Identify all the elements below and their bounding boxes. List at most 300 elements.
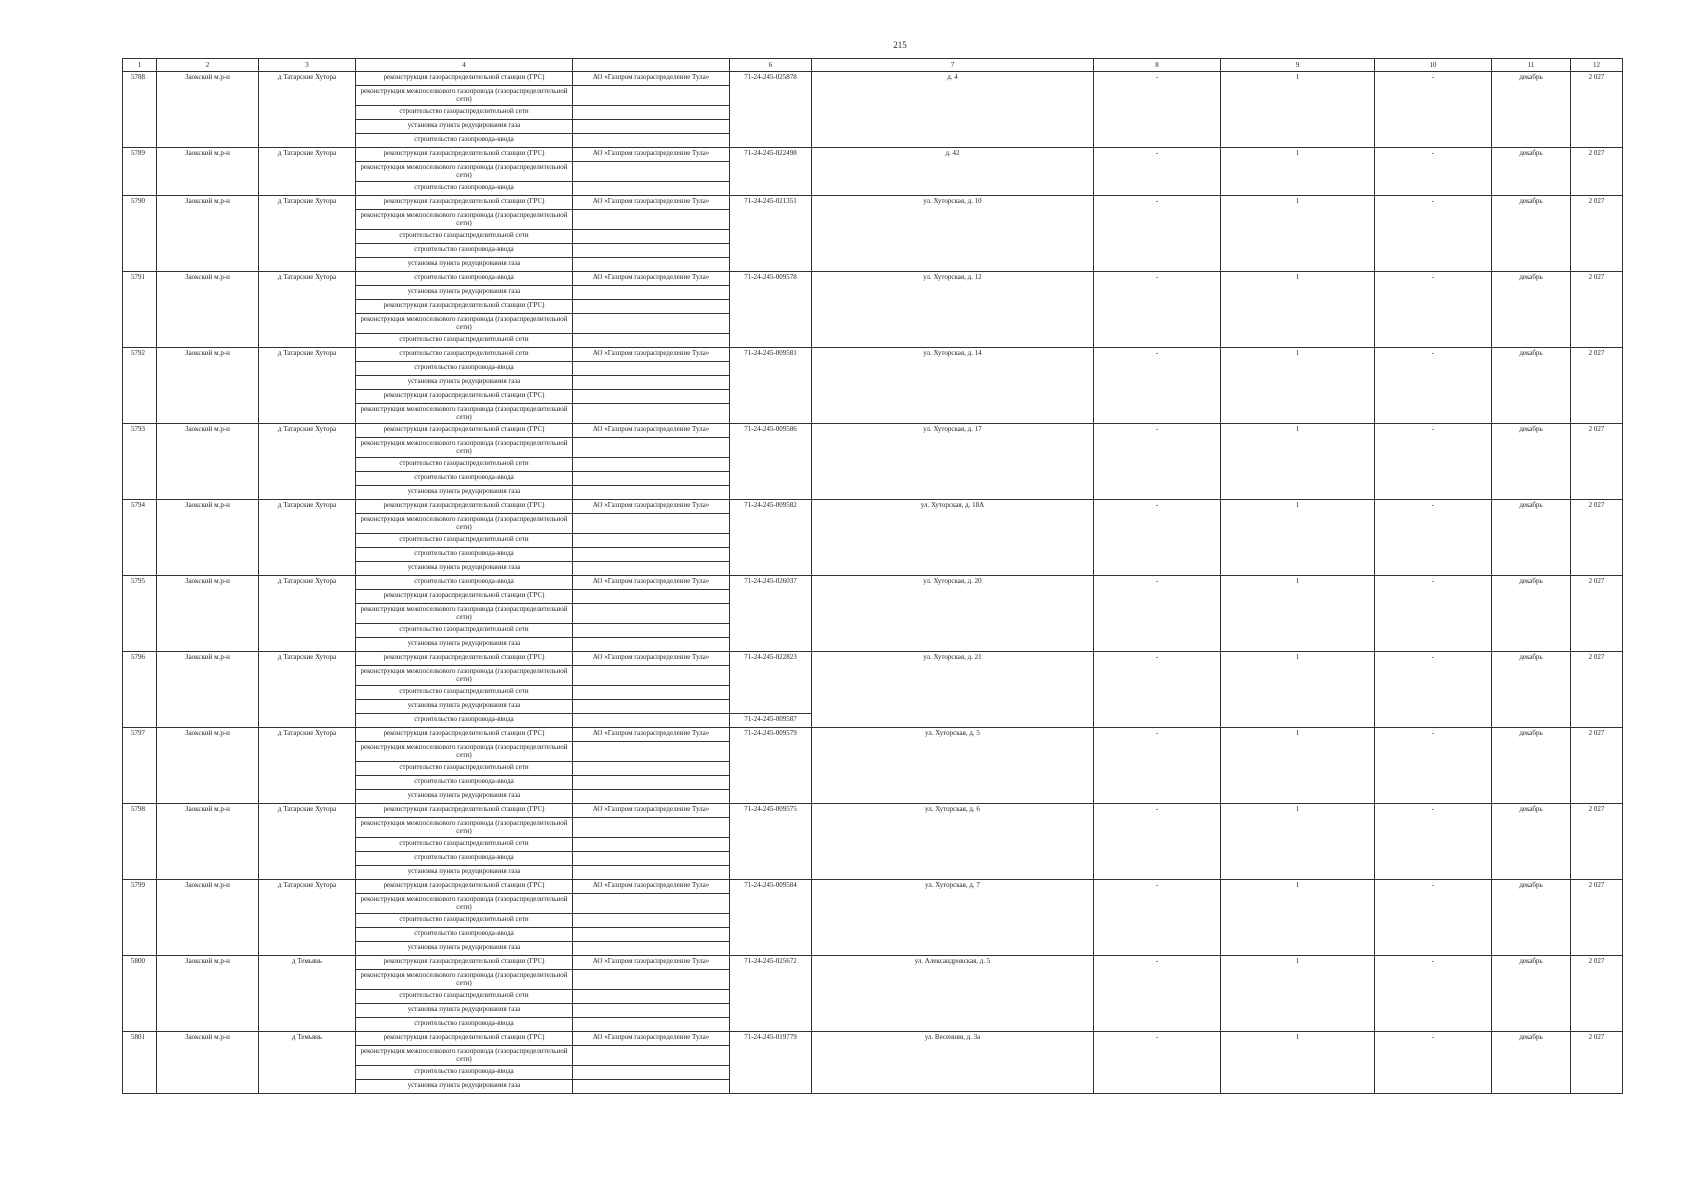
work-item-cell: реконструкция газораспределительной станции (ГРС) bbox=[356, 956, 573, 970]
page-number: 215 bbox=[893, 40, 907, 50]
organization-cell bbox=[573, 458, 730, 472]
object-code-cell: 71-24-245-009578 bbox=[730, 272, 812, 348]
organization-cell bbox=[573, 182, 730, 196]
organization-cell bbox=[573, 230, 730, 244]
column-number: 4 bbox=[356, 59, 573, 72]
table-row bbox=[123, 500, 1623, 514]
column-8-cell: - bbox=[1094, 728, 1221, 804]
organization-cell: АО «Газпром газораспределение Тула» bbox=[573, 652, 730, 666]
district-cell: Заокский м.р-н bbox=[157, 72, 259, 148]
organization-cell bbox=[573, 624, 730, 638]
column-8-cell: - bbox=[1094, 72, 1221, 148]
row-number: 5788 bbox=[123, 72, 157, 148]
organization-cell: АО «Газпром газораспределение Тула» bbox=[573, 1032, 730, 1046]
organization-cell bbox=[573, 790, 730, 804]
year-cell: 2 027 bbox=[1571, 956, 1623, 1032]
column-number: 12 bbox=[1571, 59, 1623, 72]
work-item-cell: реконструкция газораспределительной станции (ГРС) bbox=[356, 424, 573, 438]
column-8-cell: - bbox=[1094, 424, 1221, 500]
organization-cell bbox=[573, 1066, 730, 1080]
work-item-cell: строительство газораспределительной сети bbox=[356, 334, 573, 348]
year-cell: 2 027 bbox=[1571, 880, 1623, 956]
work-item-cell: установка пункта редуцирования газа bbox=[356, 376, 573, 390]
row-number: 5796 bbox=[123, 652, 157, 728]
work-item-cell: строительство газопровода-ввода bbox=[356, 714, 573, 728]
month-cell: декабрь bbox=[1492, 652, 1571, 728]
organization-cell bbox=[573, 334, 730, 348]
work-item-cell: установка пункта редуцирования газа bbox=[356, 790, 573, 804]
organization-cell: АО «Газпром газораспределение Тула» bbox=[573, 196, 730, 210]
column-10-cell: - bbox=[1375, 348, 1492, 424]
district-cell: Заокский м.р-н bbox=[157, 500, 259, 576]
column-9-cell: 1 bbox=[1221, 72, 1375, 148]
work-item-cell: строительство газопровода-ввода bbox=[356, 362, 573, 376]
column-8-cell: - bbox=[1094, 500, 1221, 576]
address-cell: ул. Хуторская, д. 17 bbox=[812, 424, 1094, 500]
work-item-cell: реконструкция межпоселкового газопровода (газораспределительной сети) bbox=[356, 666, 573, 686]
year-cell: 2 027 bbox=[1571, 196, 1623, 272]
month-cell: декабрь bbox=[1492, 576, 1571, 652]
column-10-cell: - bbox=[1375, 148, 1492, 196]
organization-cell bbox=[573, 404, 730, 424]
organization-cell bbox=[573, 666, 730, 686]
row-number: 5794 bbox=[123, 500, 157, 576]
district-cell: Заокский м.р-н bbox=[157, 728, 259, 804]
object-code-cell: 71-24-245-009582 bbox=[730, 500, 812, 576]
organization-cell bbox=[573, 286, 730, 300]
row-number: 5792 bbox=[123, 348, 157, 424]
column-10-cell: - bbox=[1375, 72, 1492, 148]
work-item-cell: реконструкция межпоселкового газопровода (газораспределительной сети) bbox=[356, 604, 573, 624]
register-body bbox=[123, 72, 1623, 1094]
column-number-row bbox=[123, 59, 1623, 72]
year-cell: 2 027 bbox=[1571, 728, 1623, 804]
work-item-cell: строительство газопровода-ввода bbox=[356, 1066, 573, 1080]
year-cell: 2 027 bbox=[1571, 148, 1623, 196]
column-10-cell: - bbox=[1375, 272, 1492, 348]
work-item-cell: реконструкция межпоселкового газопровода (газораспределительной сети) bbox=[356, 742, 573, 762]
organization-cell bbox=[573, 210, 730, 230]
column-9-cell: 1 bbox=[1221, 500, 1375, 576]
work-item-cell: строительство газораспределительной сети bbox=[356, 348, 573, 362]
table-row bbox=[123, 272, 1623, 286]
address-cell: ул. Хуторская, д. 18А bbox=[812, 500, 1094, 576]
column-10-cell: - bbox=[1375, 424, 1492, 500]
locality-cell: д Темьянь bbox=[259, 1032, 356, 1094]
organization-cell bbox=[573, 472, 730, 486]
address-cell: ул. Хуторская, д. 7 bbox=[812, 880, 1094, 956]
work-item-cell: строительство газораспределительной сети bbox=[356, 230, 573, 244]
work-item-cell: реконструкция межпоселкового газопровода (газораспределительной сети) bbox=[356, 970, 573, 990]
column-9-cell: 1 bbox=[1221, 728, 1375, 804]
locality-cell: д Татарские Хутора bbox=[259, 728, 356, 804]
work-item-cell: реконструкция межпоселкового газопровода (газораспределительной сети) bbox=[356, 1046, 573, 1066]
row-number: 5790 bbox=[123, 196, 157, 272]
organization-cell bbox=[573, 162, 730, 182]
organization-cell bbox=[573, 106, 730, 120]
row-number: 5795 bbox=[123, 576, 157, 652]
work-item-cell: строительство газораспределительной сети bbox=[356, 624, 573, 638]
organization-cell bbox=[573, 258, 730, 272]
organization-cell: АО «Газпром газораспределение Тула» bbox=[573, 272, 730, 286]
table-row bbox=[123, 72, 1623, 86]
organization-cell: АО «Газпром газораспределение Тула» bbox=[573, 880, 730, 894]
object-code-cell: 71-24-245-021351 bbox=[730, 196, 812, 272]
work-item-cell: реконструкция газораспределительной станции (ГРС) bbox=[356, 1032, 573, 1046]
column-10-cell: - bbox=[1375, 804, 1492, 880]
district-cell: Заокский м.р-н bbox=[157, 956, 259, 1032]
district-cell: Заокский м.р-н bbox=[157, 576, 259, 652]
organization-cell: АО «Газпром газораспределение Тула» bbox=[573, 804, 730, 818]
column-10-cell: - bbox=[1375, 196, 1492, 272]
organization-cell bbox=[573, 928, 730, 942]
locality-cell: д Татарские Хутора bbox=[259, 424, 356, 500]
organization-cell bbox=[573, 590, 730, 604]
work-item-cell: строительство газопровода-ввода bbox=[356, 576, 573, 590]
work-item-cell: реконструкция газораспределительной станции (ГРС) bbox=[356, 804, 573, 818]
district-cell: Заокский м.р-н bbox=[157, 424, 259, 500]
row-number: 5789 bbox=[123, 148, 157, 196]
district-cell: Заокский м.р-н bbox=[157, 652, 259, 728]
organization-cell bbox=[573, 486, 730, 500]
year-cell: 2 027 bbox=[1571, 424, 1623, 500]
row-number: 5793 bbox=[123, 424, 157, 500]
column-9-cell: 1 bbox=[1221, 272, 1375, 348]
column-10-cell: - bbox=[1375, 1032, 1492, 1094]
column-9-cell: 1 bbox=[1221, 880, 1375, 956]
month-cell: декабрь bbox=[1492, 880, 1571, 956]
work-item-cell: установка пункта редуцирования газа bbox=[356, 942, 573, 956]
object-code-cell: 71-24-245-009575 bbox=[730, 804, 812, 880]
organization-cell bbox=[573, 762, 730, 776]
locality-cell: д Татарские Хутора bbox=[259, 880, 356, 956]
work-item-cell: установка пункта редуцирования газа bbox=[356, 866, 573, 880]
address-cell: ул. Весенняя, д. 3а bbox=[812, 1032, 1094, 1094]
organization-cell: АО «Газпром газораспределение Тула» bbox=[573, 72, 730, 86]
work-item-cell: строительство газопровода-ввода bbox=[356, 472, 573, 486]
address-cell: ул. Хуторская, д. 6 bbox=[812, 804, 1094, 880]
address-cell: ул. Александровская, д. 5 bbox=[812, 956, 1094, 1032]
work-item-cell: установка пункта редуцирования газа bbox=[356, 1004, 573, 1018]
row-number: 5798 bbox=[123, 804, 157, 880]
column-8-cell: - bbox=[1094, 804, 1221, 880]
column-10-cell: - bbox=[1375, 576, 1492, 652]
organization-cell bbox=[573, 86, 730, 106]
work-item-cell: строительство газопровода-ввода bbox=[356, 1018, 573, 1032]
object-code-cell: 71-24-245-019779 bbox=[730, 1032, 812, 1094]
district-cell: Заокский м.р-н bbox=[157, 272, 259, 348]
work-item-cell: строительство газораспределительной сети bbox=[356, 990, 573, 1004]
year-cell: 2 027 bbox=[1571, 272, 1623, 348]
organization-cell bbox=[573, 390, 730, 404]
work-item-cell: установка пункта редуцирования газа bbox=[356, 486, 573, 500]
work-item-cell: реконструкция газораспределительной станции (ГРС) bbox=[356, 390, 573, 404]
column-8-cell: - bbox=[1094, 652, 1221, 728]
object-code-cell: 71-24-245-026037 bbox=[730, 576, 812, 652]
address-cell: д. 42 bbox=[812, 148, 1094, 196]
work-item-cell: установка пункта редуцирования газа bbox=[356, 562, 573, 576]
district-cell: Заокский м.р-н bbox=[157, 196, 259, 272]
locality-cell: д Татарские Хутора bbox=[259, 652, 356, 728]
object-code-cell: 71-24-245-009587 bbox=[730, 714, 812, 728]
organization-cell bbox=[573, 534, 730, 548]
column-number: 7 bbox=[812, 59, 1094, 72]
table-row bbox=[123, 880, 1623, 894]
work-item-cell: строительство газопровода-ввода bbox=[356, 928, 573, 942]
table-row bbox=[123, 424, 1623, 438]
organization-cell bbox=[573, 942, 730, 956]
locality-cell: д Татарские Хутора bbox=[259, 500, 356, 576]
object-code-cell: 71-24-245-025672 bbox=[730, 956, 812, 1032]
work-item-cell: реконструкция межпоселкового газопровода (газораспределительной сети) bbox=[356, 438, 573, 458]
organization-cell bbox=[573, 244, 730, 258]
work-item-cell: реконструкция газораспределительной станции (ГРС) bbox=[356, 652, 573, 666]
organization-cell bbox=[573, 714, 730, 728]
month-cell: декабрь bbox=[1492, 148, 1571, 196]
column-9-cell: 1 bbox=[1221, 148, 1375, 196]
month-cell: декабрь bbox=[1492, 272, 1571, 348]
table-row bbox=[123, 804, 1623, 818]
organization-cell: АО «Газпром газораспределение Тула» bbox=[573, 728, 730, 742]
work-item-cell: установка пункта редуцирования газа bbox=[356, 120, 573, 134]
year-cell: 2 027 bbox=[1571, 500, 1623, 576]
work-item-cell: установка пункта редуцирования газа bbox=[356, 1080, 573, 1094]
district-cell: Заокский м.р-н bbox=[157, 804, 259, 880]
object-code-cell: 71-24-245-025878 bbox=[730, 72, 812, 148]
address-cell: ул. Хуторская, д. 5 bbox=[812, 728, 1094, 804]
address-cell: ул. Хуторская, д. 21 bbox=[812, 652, 1094, 728]
work-item-cell: строительство газораспределительной сети bbox=[356, 106, 573, 120]
work-item-cell: реконструкция газораспределительной станции (ГРС) bbox=[356, 300, 573, 314]
work-item-cell: реконструкция межпоселкового газопровода (газораспределительной сети) bbox=[356, 514, 573, 534]
column-10-cell: - bbox=[1375, 652, 1492, 728]
year-cell: 2 027 bbox=[1571, 652, 1623, 728]
column-9-cell: 1 bbox=[1221, 804, 1375, 880]
column-10-cell: - bbox=[1375, 956, 1492, 1032]
month-cell: декабрь bbox=[1492, 424, 1571, 500]
work-item-cell: строительство газораспределительной сети bbox=[356, 458, 573, 472]
organization-cell: АО «Газпром газораспределение Тула» bbox=[573, 576, 730, 590]
organization-cell bbox=[573, 638, 730, 652]
organization-cell bbox=[573, 1018, 730, 1032]
row-number: 5800 bbox=[123, 956, 157, 1032]
organization-cell bbox=[573, 686, 730, 700]
organization-cell bbox=[573, 1080, 730, 1094]
organization-cell bbox=[573, 604, 730, 624]
district-cell: Заокский м.р-н bbox=[157, 148, 259, 196]
work-item-cell: строительство газопровода-ввода bbox=[356, 852, 573, 866]
table-row bbox=[123, 576, 1623, 590]
organization-cell: АО «Газпром газораспределение Тула» bbox=[573, 424, 730, 438]
locality-cell: д Татарские Хутора bbox=[259, 196, 356, 272]
district-cell: Заокский м.р-н bbox=[157, 1032, 259, 1094]
work-item-cell: строительство газораспределительной сети bbox=[356, 686, 573, 700]
address-cell: ул. Хуторская, д. 10 bbox=[812, 196, 1094, 272]
column-9-cell: 1 bbox=[1221, 1032, 1375, 1094]
table-row bbox=[123, 1032, 1623, 1046]
gasification-register-table bbox=[122, 58, 1623, 1094]
column-8-cell: - bbox=[1094, 272, 1221, 348]
work-item-cell: строительство газораспределительной сети bbox=[356, 534, 573, 548]
work-item-cell: строительство газопровода-ввода bbox=[356, 548, 573, 562]
address-cell: ул. Хуторская, д. 14 bbox=[812, 348, 1094, 424]
organization-cell bbox=[573, 514, 730, 534]
work-item-cell: установка пункта редуцирования газа bbox=[356, 638, 573, 652]
work-item-cell: реконструкция газораспределительной станции (ГРС) bbox=[356, 590, 573, 604]
column-9-cell: 1 bbox=[1221, 576, 1375, 652]
work-item-cell: строительство газопровода-ввода bbox=[356, 244, 573, 258]
locality-cell: д Татарские Хутора bbox=[259, 804, 356, 880]
work-item-cell: реконструкция межпоселкового газопровода (газораспределительной сети) bbox=[356, 314, 573, 334]
month-cell: декабрь bbox=[1492, 196, 1571, 272]
column-number bbox=[573, 59, 730, 72]
object-code-cell: 71-24-245-009586 bbox=[730, 424, 812, 500]
column-8-cell: - bbox=[1094, 196, 1221, 272]
table-row bbox=[123, 652, 1623, 666]
organization-cell: АО «Газпром газораспределение Тула» bbox=[573, 956, 730, 970]
month-cell: декабрь bbox=[1492, 728, 1571, 804]
object-code-cell: 71-24-245-022498 bbox=[730, 148, 812, 196]
table-row bbox=[123, 728, 1623, 742]
organization-cell bbox=[573, 1046, 730, 1066]
column-9-cell: 1 bbox=[1221, 652, 1375, 728]
column-9-cell: 1 bbox=[1221, 424, 1375, 500]
work-item-cell: реконструкция газораспределительной станции (ГРС) bbox=[356, 728, 573, 742]
object-code-cell: 71-24-245-009579 bbox=[730, 728, 812, 804]
locality-cell: д Татарские Хутора bbox=[259, 576, 356, 652]
work-item-cell: реконструкция газораспределительной станции (ГРС) bbox=[356, 148, 573, 162]
locality-cell: д Татарские Хутора bbox=[259, 348, 356, 424]
month-cell: декабрь bbox=[1492, 956, 1571, 1032]
row-number: 5801 bbox=[123, 1032, 157, 1094]
work-item-cell: установка пункта редуцирования газа bbox=[356, 286, 573, 300]
year-cell: 2 027 bbox=[1571, 348, 1623, 424]
organization-cell bbox=[573, 376, 730, 390]
year-cell: 2 027 bbox=[1571, 1032, 1623, 1094]
table-row bbox=[123, 196, 1623, 210]
organization-cell bbox=[573, 742, 730, 762]
work-item-cell: строительство газораспределительной сети bbox=[356, 762, 573, 776]
column-number: 1 bbox=[123, 59, 157, 72]
work-item-cell: строительство газопровода-ввода bbox=[356, 272, 573, 286]
district-cell: Заокский м.р-н bbox=[157, 348, 259, 424]
year-cell: 2 027 bbox=[1571, 804, 1623, 880]
locality-cell: д Татарские Хутора bbox=[259, 72, 356, 148]
column-number: 9 bbox=[1221, 59, 1375, 72]
object-code-cell: 71-24-245-022823 bbox=[730, 652, 812, 714]
work-item-cell: строительство газопровода-ввода bbox=[356, 776, 573, 790]
row-number: 5797 bbox=[123, 728, 157, 804]
object-code-cell: 71-24-245-009581 bbox=[730, 348, 812, 424]
column-8-cell: - bbox=[1094, 348, 1221, 424]
organization-cell bbox=[573, 120, 730, 134]
year-cell: 2 027 bbox=[1571, 72, 1623, 148]
month-cell: декабрь bbox=[1492, 1032, 1571, 1094]
month-cell: декабрь bbox=[1492, 804, 1571, 880]
organization-cell bbox=[573, 300, 730, 314]
organization-cell bbox=[573, 894, 730, 914]
year-cell: 2 027 bbox=[1571, 576, 1623, 652]
work-item-cell: реконструкция межпоселкового газопровода (газораспределительной сети) bbox=[356, 86, 573, 106]
column-9-cell: 1 bbox=[1221, 348, 1375, 424]
organization-cell bbox=[573, 990, 730, 1004]
column-number: 2 bbox=[157, 59, 259, 72]
organization-cell bbox=[573, 852, 730, 866]
column-8-cell: - bbox=[1094, 956, 1221, 1032]
organization-cell: АО «Газпром газораспределение Тула» bbox=[573, 500, 730, 514]
work-item-cell: реконструкция газораспределительной станции (ГРС) bbox=[356, 500, 573, 514]
column-8-cell: - bbox=[1094, 576, 1221, 652]
organization-cell bbox=[573, 838, 730, 852]
locality-cell: д Татарские Хутора bbox=[259, 148, 356, 196]
organization-cell: АО «Газпром газораспределение Тула» bbox=[573, 148, 730, 162]
organization-cell bbox=[573, 548, 730, 562]
column-9-cell: 1 bbox=[1221, 956, 1375, 1032]
month-cell: декабрь bbox=[1492, 500, 1571, 576]
organization-cell bbox=[573, 562, 730, 576]
table-row bbox=[123, 956, 1623, 970]
organization-cell bbox=[573, 362, 730, 376]
organization-cell bbox=[573, 970, 730, 990]
work-item-cell: строительство газопровода-ввода bbox=[356, 134, 573, 148]
organization-cell bbox=[573, 438, 730, 458]
organization-cell bbox=[573, 1004, 730, 1018]
month-cell: декабрь bbox=[1492, 72, 1571, 148]
work-item-cell: строительство газопровода-ввода bbox=[356, 182, 573, 196]
locality-cell: д Татарские Хутора bbox=[259, 272, 356, 348]
object-code-cell: 71-24-245-009584 bbox=[730, 880, 812, 956]
column-10-cell: - bbox=[1375, 500, 1492, 576]
organization-cell bbox=[573, 776, 730, 790]
work-item-cell: реконструкция газораспределительной станции (ГРС) bbox=[356, 880, 573, 894]
work-item-cell: реконструкция межпоселкового газопровода (газораспределительной сети) bbox=[356, 818, 573, 838]
work-item-cell: строительство газораспределительной сети bbox=[356, 838, 573, 852]
work-item-cell: реконструкция межпоселкового газопровода (газораспределительной сети) bbox=[356, 404, 573, 424]
work-item-cell: реконструкция межпоселкового газопровода (газораспределительной сети) bbox=[356, 162, 573, 182]
work-item-cell: строительство газораспределительной сети bbox=[356, 914, 573, 928]
month-cell: декабрь bbox=[1492, 348, 1571, 424]
table-row bbox=[123, 348, 1623, 362]
column-8-cell: - bbox=[1094, 880, 1221, 956]
organization-cell: АО «Газпром газораспределение Тула» bbox=[573, 348, 730, 362]
work-item-cell: установка пункта редуцирования газа bbox=[356, 258, 573, 272]
column-8-cell: - bbox=[1094, 148, 1221, 196]
column-number: 3 bbox=[259, 59, 356, 72]
organization-cell bbox=[573, 914, 730, 928]
table-row bbox=[123, 148, 1623, 162]
column-10-cell: - bbox=[1375, 728, 1492, 804]
locality-cell: д Темьянь bbox=[259, 956, 356, 1032]
row-number: 5791 bbox=[123, 272, 157, 348]
column-number: 11 bbox=[1492, 59, 1571, 72]
address-cell: д. 4 bbox=[812, 72, 1094, 148]
organization-cell bbox=[573, 134, 730, 148]
column-number: 10 bbox=[1375, 59, 1492, 72]
work-item-cell: установка пункта редуцирования газа bbox=[356, 700, 573, 714]
organization-cell bbox=[573, 818, 730, 838]
organization-cell bbox=[573, 700, 730, 714]
address-cell: ул. Хуторская, д. 20 bbox=[812, 576, 1094, 652]
column-number: 8 bbox=[1094, 59, 1221, 72]
work-item-cell: реконструкция газораспределительной станции (ГРС) bbox=[356, 72, 573, 86]
district-cell: Заокский м.р-н bbox=[157, 880, 259, 956]
address-cell: ул. Хуторская, д. 12 bbox=[812, 272, 1094, 348]
work-item-cell: реконструкция межпоселкового газопровода (газораспределительной сети) bbox=[356, 210, 573, 230]
work-item-cell: реконструкция межпоселкового газопровода (газораспределительной сети) bbox=[356, 894, 573, 914]
column-8-cell: - bbox=[1094, 1032, 1221, 1094]
work-item-cell: реконструкция газораспределительной станции (ГРС) bbox=[356, 196, 573, 210]
organization-cell bbox=[573, 314, 730, 334]
